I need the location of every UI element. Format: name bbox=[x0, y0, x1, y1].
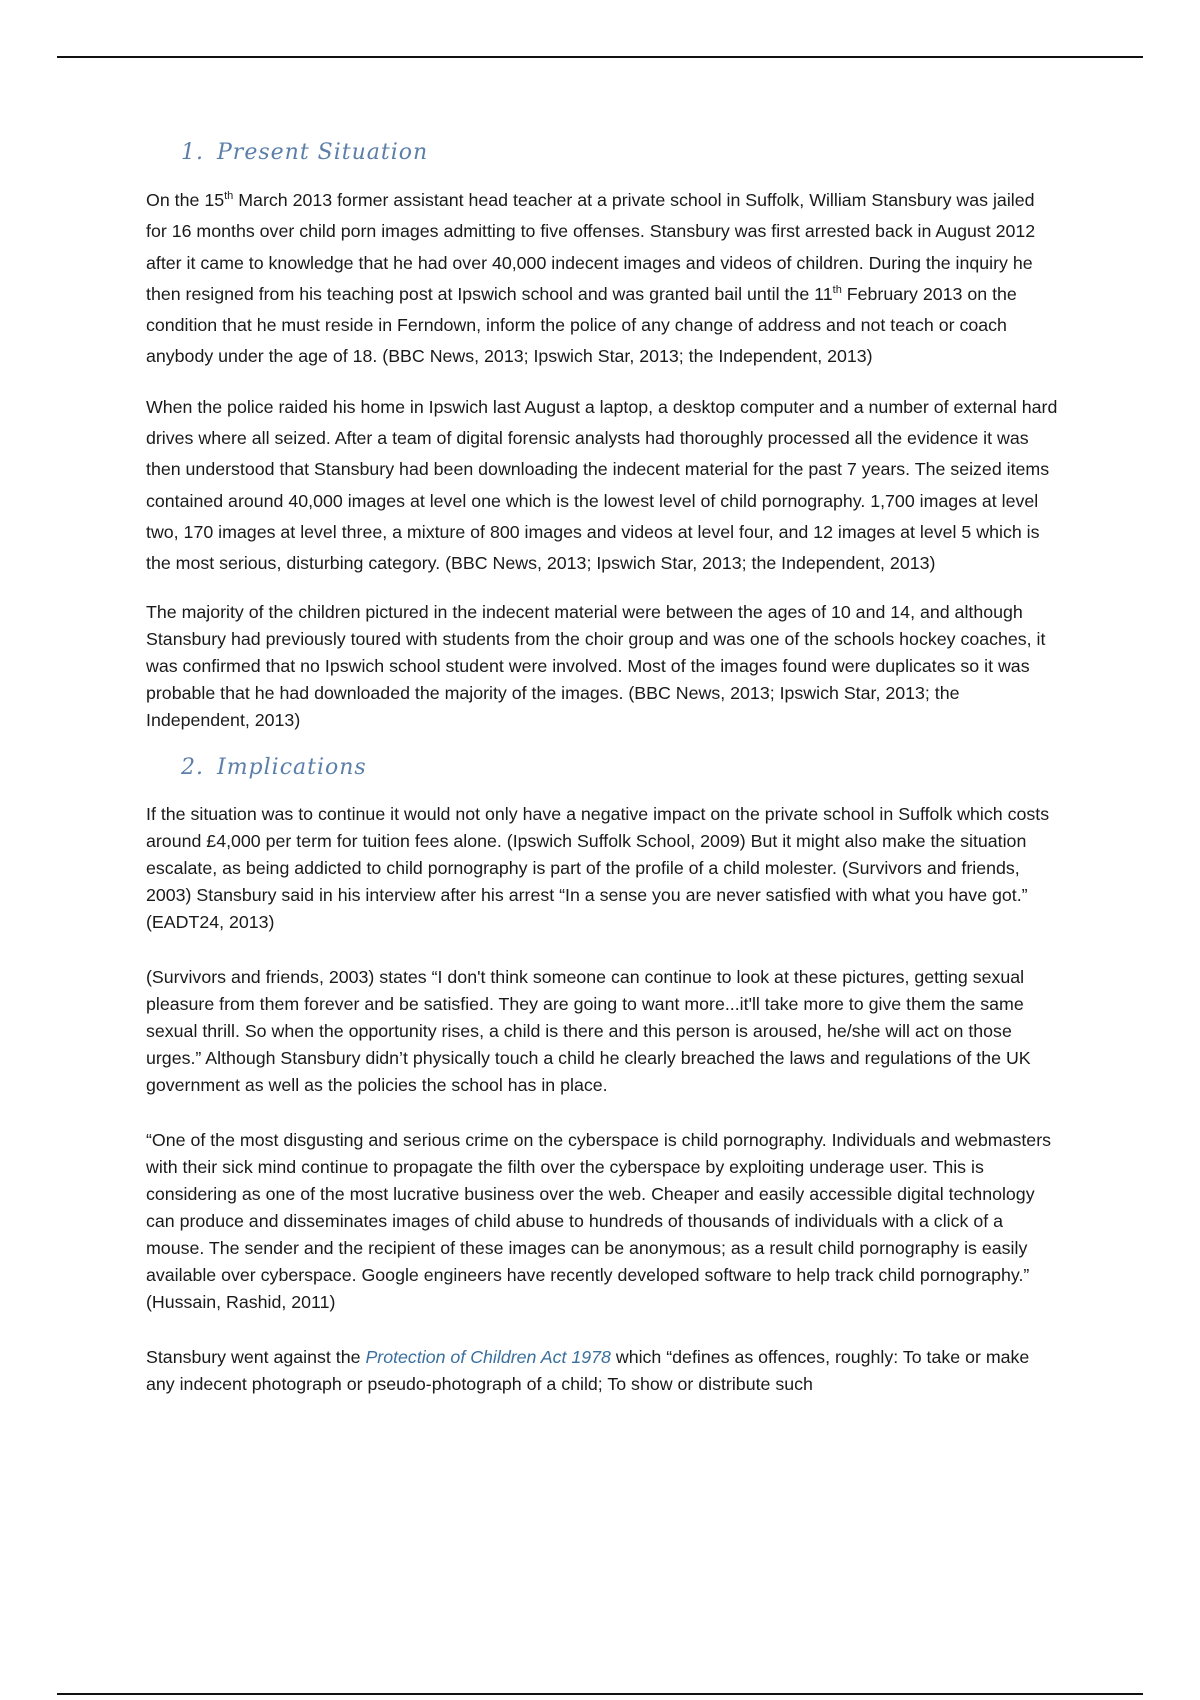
section-heading-implications bbox=[146, 755, 1058, 780]
paragraph-raid: When the police raided his home in Ipswich last August a laptop, a desktop computer and a number of external hard drives where all seized. After a team of digital forensic analysts had thoroughly processed all the evidence it was then understood that Stansbury had been downloading the indecent material for the past 7 years. The seized items contained around 40,000 images at level one which is the lowest level of child pornography. 1,700 images at level two, 170 images at level three, a mixture of 800 images and videos at level four, and 12 images at level 5 which is the most serious, disturbing category. (BBC News, 2013; Ipswich Star, 2013; the Independent, 2013) bbox=[146, 396, 1058, 574]
footer-rule bbox=[57, 1693, 1143, 1695]
document-body bbox=[146, 140, 1058, 1398]
paragraph-survivors-quote: (Survivors and friends, 2003) states “I don't think someone can continue to look at these pictures, getting sexual pleasure from them forever and be satisfied. They are going to want more...it'll take more to give them the same sexual thrill. So when the opportunity rises, a child is there and this person is aroused, he/she will act on those urges.” Although Stansbury didn’t physically touch a child he clearly breached the laws and regulations of the UK government as well as the policies the school has in place. bbox=[146, 966, 1031, 1095]
paragraph-protection-act: Stansbury went against the Protection of Children Act 1978 which “defines as offences, roughly: To take or make any indecent photograph or pseudo-photograph of a child; To show or distribute such bbox=[146, 1346, 1030, 1394]
paragraph-impact: If the situation was to continue it would not only have a negative impact on the private school in Suffolk which costs around £4,000 per term for tuition fees alone. (Ipswich Suffolk School, 2009) But it might also make the situation escalate, as being addicted to child pornography is part of the profile of a child molester. (Survivors and friends, 2003) Stansbury said in his interview after his arrest “In a sense you are never satisfied with what you have got.” (EADT24, 2013) bbox=[146, 803, 1050, 932]
paragraph-victims: The majority of the children pictured in the indecent material were between the ages of 10 and 14, and although Stansbury had previously toured with students from the choir group and was one of the schools hockey coaches, it was confirmed that no Ipswich school student were involved. Most of the images found were duplicates so it was probable that he had downloaded the majority of the images. (BBC News, 2013; Ipswich Star, 2013; the Independent, 2013) bbox=[146, 601, 1046, 730]
paragraph-arrest: On the 15th March 2013 former assistant head teacher at a private school in Suffolk, William Stansbury was jailed for 16 months over child porn images admitting to five offenses. Stansbury was first arrested back in August 2012 after it came to knowledge that he had over 40,000 indecent images and videos of children. During the inquiry he then resigned from his teaching post at Ipswich school and was granted bail until the 11th February 2013 on the condition that he must reside in Ferndown, inform the police of any change of address and not teach or coach anybody under the age of 18. (BBC News, 2013; Ipswich Star, 2013; the Independent, 2013) bbox=[146, 190, 1036, 367]
section-title: Present Situation bbox=[217, 140, 429, 165]
section-number: 2. bbox=[181, 754, 204, 780]
header-rule bbox=[57, 56, 1143, 58]
section-number: 1. bbox=[181, 140, 204, 165]
paragraph-cyberspace-quote: “One of the most disgusting and serious crime on the cyberspace is child pornography. Individuals and webmasters with their sick mind continue to propagate the filth over the cyberspace by exploiting underage user. This is considering as one of the most lucrative business over the web. Cheaper and easily accessible digital technology can produce and disseminates images of child abuse to hundreds of thousands of individuals with a click of a mouse. The sender and the recipient of these images can be anonymous; as a result child pornography is easily available over cyberspace. Google engineers have recently developed software to help track child pornography.” (Hussain, Rashid, 2011) bbox=[146, 1129, 1052, 1312]
section-title: Implications bbox=[217, 754, 367, 780]
act-reference-link[interactable]: Protection of Children Act 1978 bbox=[365, 1346, 611, 1367]
section-heading-present-situation bbox=[146, 140, 1058, 165]
